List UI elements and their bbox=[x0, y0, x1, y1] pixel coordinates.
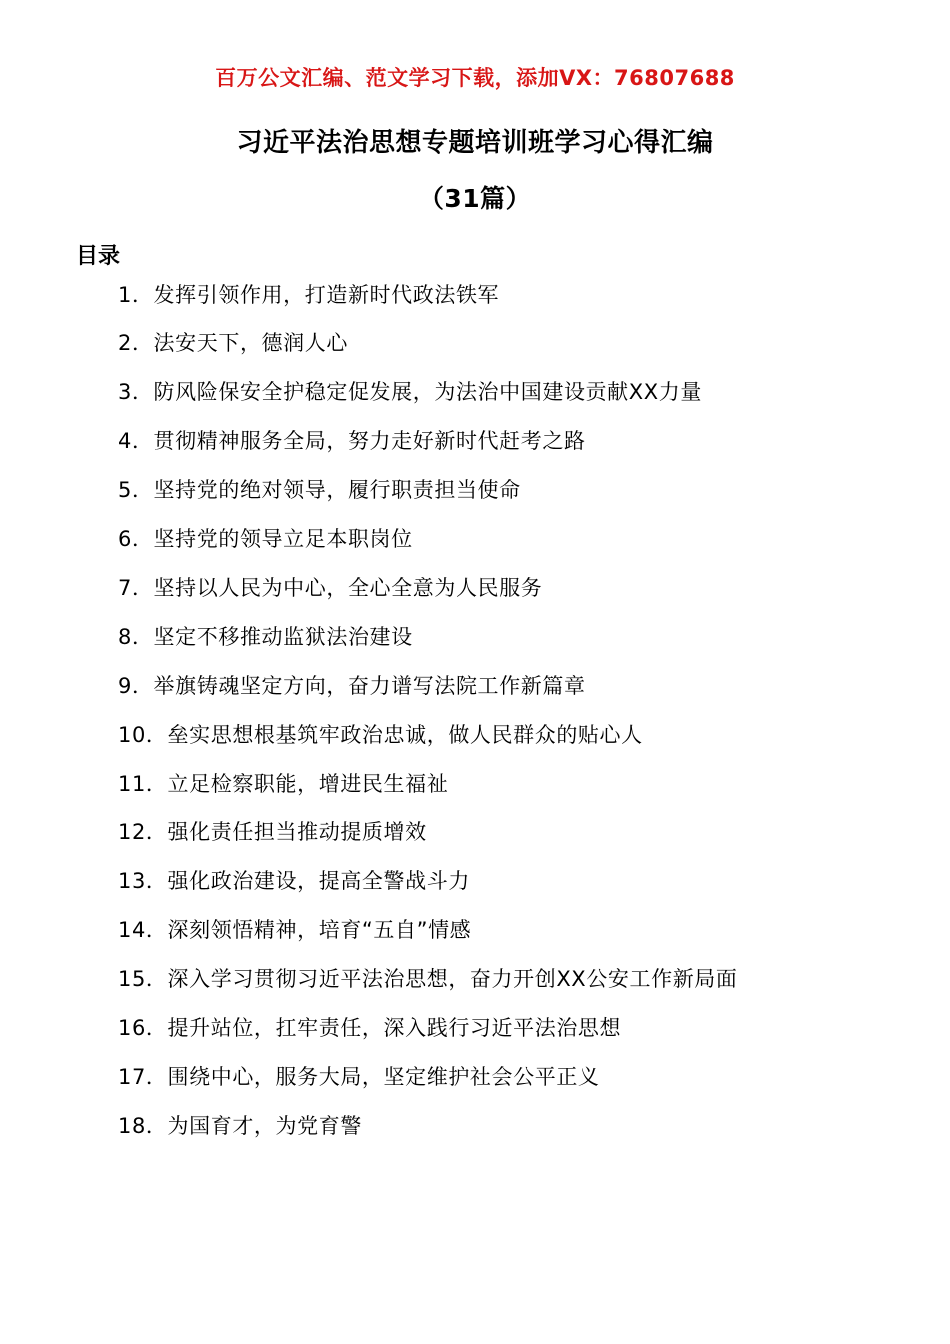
toc-entry[interactable]: 13．强化政治建设，提高全警战斗力 bbox=[118, 869, 470, 894]
toc-entry[interactable]: 9．举旗铸魂坚定方向，奋力谱写法院工作新篇章 bbox=[118, 673, 586, 698]
toc-list bbox=[74, 280, 876, 1143]
toc-entry[interactable]: 7．坚持以人民为中心，全心全意为人民服务 bbox=[118, 575, 543, 600]
toc-entry[interactable]: 1．发挥引领作用，打造新时代政法铁军 bbox=[118, 282, 500, 307]
toc-entry[interactable]: 3．防风险保安全护稳定促发展，为法治中国建设贡献XX力量 bbox=[118, 380, 702, 405]
promo-banner-text: 百万公文汇编、范文学习下载，添加VX：76807688 bbox=[215, 66, 735, 90]
toc-entry[interactable]: 8．坚定不移推动监狱法治建设 bbox=[118, 624, 413, 649]
toc-heading: 目录 bbox=[76, 243, 121, 269]
toc-entry[interactable]: 14．深刻领悟精神，培育“五自”情感 bbox=[118, 918, 472, 943]
toc-entry[interactable]: 6．坚持党的领导立足本职岗位 bbox=[118, 527, 413, 552]
toc-entry[interactable]: 4．贯彻精神服务全局，努力走好新时代赶考之路 bbox=[118, 429, 586, 454]
document-title: 习近平法治思想专题培训班学习心得汇编 bbox=[236, 128, 714, 158]
toc-entry[interactable]: 5．坚持党的绝对领导，履行职责担当使命 bbox=[118, 478, 521, 503]
toc-entry[interactable]: 18．为国育才，为党育警 bbox=[118, 1113, 362, 1138]
toc-entry[interactable]: 17．围绕中心，服务大局，坚定维护社会公平正义 bbox=[118, 1065, 600, 1089]
toc-entry[interactable]: 16．提升站位，扛牢责任，深入践行习近平法治思想 bbox=[118, 1016, 622, 1041]
document-subtitle: （31篇） bbox=[418, 183, 532, 213]
toc-entry[interactable]: 11．立足检察职能，增进民生福祉 bbox=[118, 771, 449, 796]
toc-entry[interactable]: 10．垒实思想根基筑牢政治忠诚，做人民群众的贴心人 bbox=[118, 722, 643, 747]
toc-entry[interactable]: 15．深入学习贯彻习近平法治思想，奋力开创XX公安工作新局面 bbox=[118, 967, 738, 992]
toc-entry[interactable]: 2．法安天下，德润人心 bbox=[118, 331, 348, 356]
toc-entry[interactable]: 12．强化责任担当推动提质增效 bbox=[118, 820, 427, 845]
